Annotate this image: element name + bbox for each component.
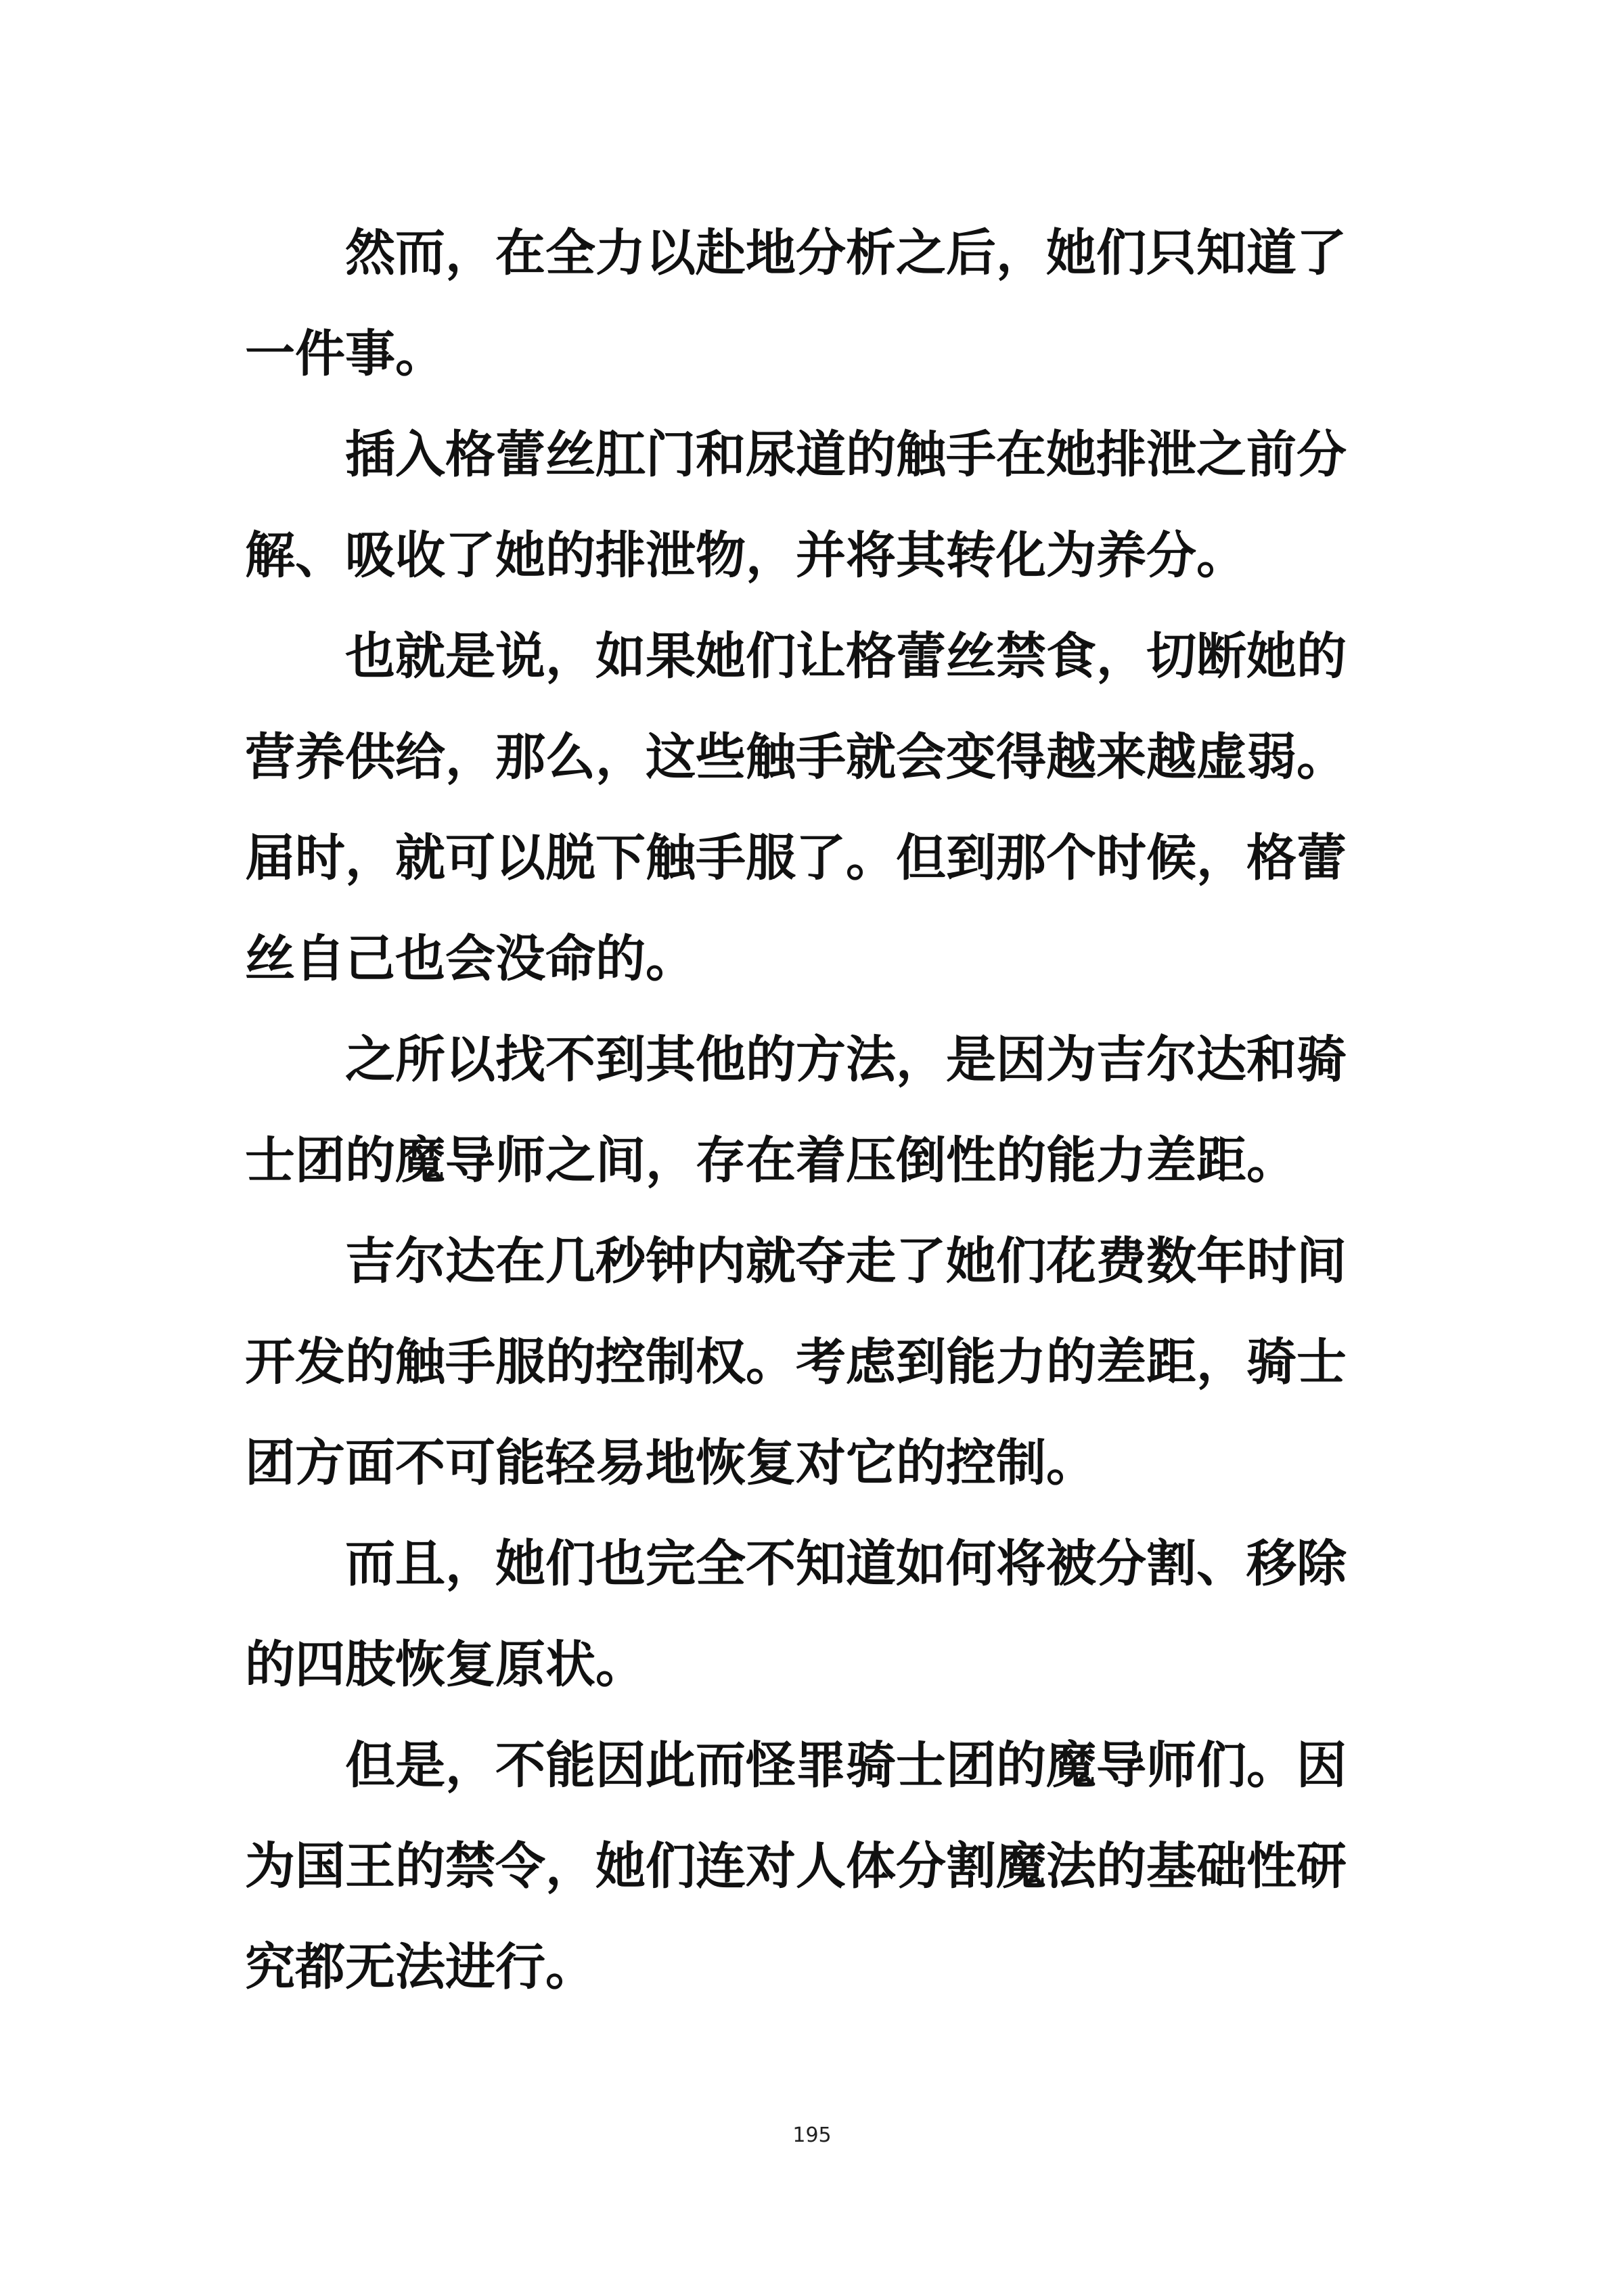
page-body xyxy=(245,203,1389,2018)
paragraph: 也就是说，如果她们让格蕾丝禁食，切断她的营养供给，那么，这些触手就会变得越来越虚弱。届时，就可以脱下触手服了。但到那个时候，格蕾丝自己也会没命的。 xyxy=(245,627,1347,988)
paragraph: 然而，在全力以赴地分析之后，她们只知道了一件事。 xyxy=(245,224,1347,383)
paragraph: 吉尔达在几秒钟内就夺走了她们花费数年时间开发的触手服的控制权。考虑到能力的差距，骑士团方面不可能轻易地恢复对它的控制。 xyxy=(245,1232,1347,1492)
paragraph: 之所以找不到其他的方法，是因为吉尔达和骑士团的魔导师之间，存在着压倒性的能力差距。 xyxy=(245,1031,1347,1190)
page-number: 195 xyxy=(792,2123,832,2147)
paragraph: 插入格蕾丝肛门和尿道的触手在她排泄之前分解、吸收了她的排泄物，并将其转化为养分。 xyxy=(245,426,1347,585)
paragraph: 而且，她们也完全不知道如何将被分割、移除的四肢恢复原状。 xyxy=(245,1535,1347,1694)
paragraph: 但是，不能因此而怪罪骑士团的魔导师们。因为国王的禁令，她们连对人体分割魔法的基础性研究都无法进行。 xyxy=(245,1736,1347,1996)
